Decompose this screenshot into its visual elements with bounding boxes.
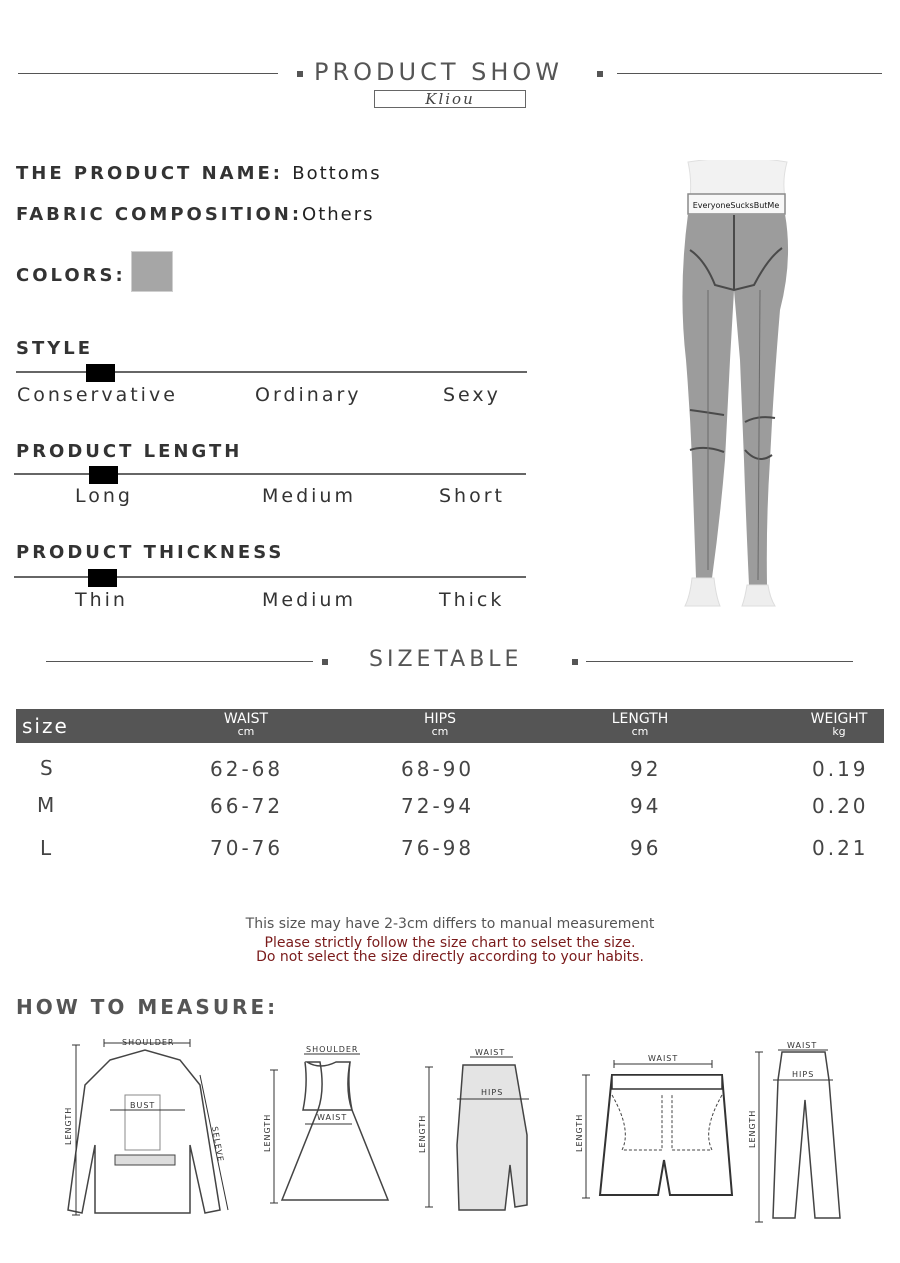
fabric-label: FABRIC COMPOSITION: — [16, 204, 303, 225]
header-size: size — [22, 714, 69, 738]
page-title: PRODUCT SHOW — [314, 58, 564, 86]
header-bullet-right — [597, 71, 603, 77]
row-s-hips: 68-90 — [401, 757, 475, 781]
waistband-text: EveryoneSucksButMe — [692, 201, 780, 210]
header-length: LENGTH cm — [590, 712, 690, 738]
row-s-waist: 62-68 — [210, 757, 284, 781]
note-do-not-select-by-habit: Do not select the size directly according to your habits. — [256, 949, 644, 965]
header-rule-left — [18, 73, 278, 74]
skirt-hips-label: HIPS — [481, 1088, 504, 1097]
style-option-ordinary: Ordinary — [255, 384, 362, 406]
dress-length-label: LENGTH — [263, 1113, 272, 1152]
shorts-waist-label: WAIST — [648, 1054, 679, 1063]
fabric-value: Others — [302, 204, 375, 225]
row-l-weight: 0.21 — [812, 836, 869, 860]
row-m-size: M — [37, 793, 58, 817]
thickness-option-medium: Medium — [262, 589, 356, 611]
thickness-scale-marker — [88, 569, 117, 587]
fabric-row — [16, 204, 375, 225]
shorts-length-label: LENGTH — [575, 1113, 584, 1152]
pants-measure-diagram — [745, 1040, 855, 1225]
sizetable-rule-right — [586, 661, 853, 662]
dress-measure-diagram — [260, 1040, 395, 1210]
row-s-size: S — [40, 756, 56, 780]
colors-label: COLORS: — [16, 265, 126, 286]
skirt-waist-label: WAIST — [475, 1048, 506, 1057]
sizetable-rule-left — [46, 661, 313, 662]
row-m-length: 94 — [630, 794, 662, 818]
note-follow-chart: Please strictly follow the size chart to selset the size. — [264, 935, 636, 951]
product-name-row — [16, 163, 382, 184]
style-option-conservative: Conservative — [17, 384, 178, 406]
length-option-medium: Medium — [262, 485, 356, 507]
jacket-bust-label: BUST — [130, 1101, 156, 1110]
thickness-option-thin: Thin — [75, 589, 128, 611]
thickness-option-thick: Thick — [439, 589, 505, 611]
sizetable-header — [16, 709, 884, 743]
note-measurement-tolerance: This size may have 2-3cm differs to manual measurement — [245, 916, 655, 932]
header-length-unit: cm — [631, 725, 649, 738]
dress-waist-label: WAIST — [317, 1113, 348, 1122]
product-name-value: Bottoms — [292, 163, 382, 184]
product-photo — [630, 160, 860, 610]
row-m-weight: 0.20 — [812, 794, 869, 818]
jacket-sleeve-label: SELEVE — [210, 1125, 226, 1163]
dress-shoulder-label: SHOULDER — [306, 1045, 359, 1054]
pants-hips-label: HIPS — [792, 1070, 815, 1079]
row-l-hips: 76-98 — [401, 836, 475, 860]
header-rule-right — [617, 73, 882, 74]
thickness-title: PRODUCT THICKNESS — [16, 542, 285, 563]
jacket-shoulder-label: SHOULDER — [122, 1038, 175, 1047]
style-title: STYLE — [16, 338, 94, 359]
style-scale-marker — [86, 364, 115, 382]
length-title: PRODUCT LENGTH — [16, 441, 243, 462]
row-l-waist: 70-76 — [210, 836, 284, 860]
product-name-label: THE PRODUCT NAME: — [16, 163, 283, 184]
sizetable-title: SIZETABLE — [369, 647, 523, 672]
sizetable-bullet-right — [572, 659, 578, 665]
brand-name: Kliou — [425, 90, 475, 108]
style-option-sexy: Sexy — [443, 384, 501, 406]
header-waist-unit: cm — [237, 725, 255, 738]
jacket-measure-diagram — [60, 1035, 240, 1220]
row-l-size: L — [40, 836, 55, 860]
row-m-waist: 66-72 — [210, 794, 284, 818]
header-hips-unit: cm — [431, 725, 449, 738]
brand-box — [374, 90, 526, 108]
row-l-length: 96 — [630, 836, 662, 860]
skirt-measure-diagram — [415, 1045, 540, 1215]
header-weight: WEIGHT kg — [789, 712, 889, 738]
header-bullet-left — [297, 71, 303, 77]
header-waist: WAIST cm — [196, 712, 296, 738]
color-swatch-gray[interactable] — [131, 251, 173, 292]
sizetable-bullet-left — [322, 659, 328, 665]
length-option-long: Long — [75, 485, 133, 507]
shorts-measure-diagram — [572, 1050, 742, 1210]
pants-length-label: LENGTH — [748, 1109, 757, 1148]
length-scale-marker — [89, 466, 118, 484]
length-option-short: Short — [439, 485, 505, 507]
header-hips: HIPS cm — [390, 712, 490, 738]
row-s-weight: 0.19 — [812, 757, 869, 781]
row-m-hips: 72-94 — [401, 794, 475, 818]
header-weight-unit: kg — [832, 725, 846, 738]
pants-waist-label: WAIST — [787, 1041, 818, 1050]
jacket-length-label: LENGTH — [64, 1106, 73, 1145]
skirt-length-label: LENGTH — [418, 1114, 427, 1153]
how-to-measure-title: HOW TO MEASURE: — [16, 995, 279, 1019]
row-s-length: 92 — [630, 757, 662, 781]
